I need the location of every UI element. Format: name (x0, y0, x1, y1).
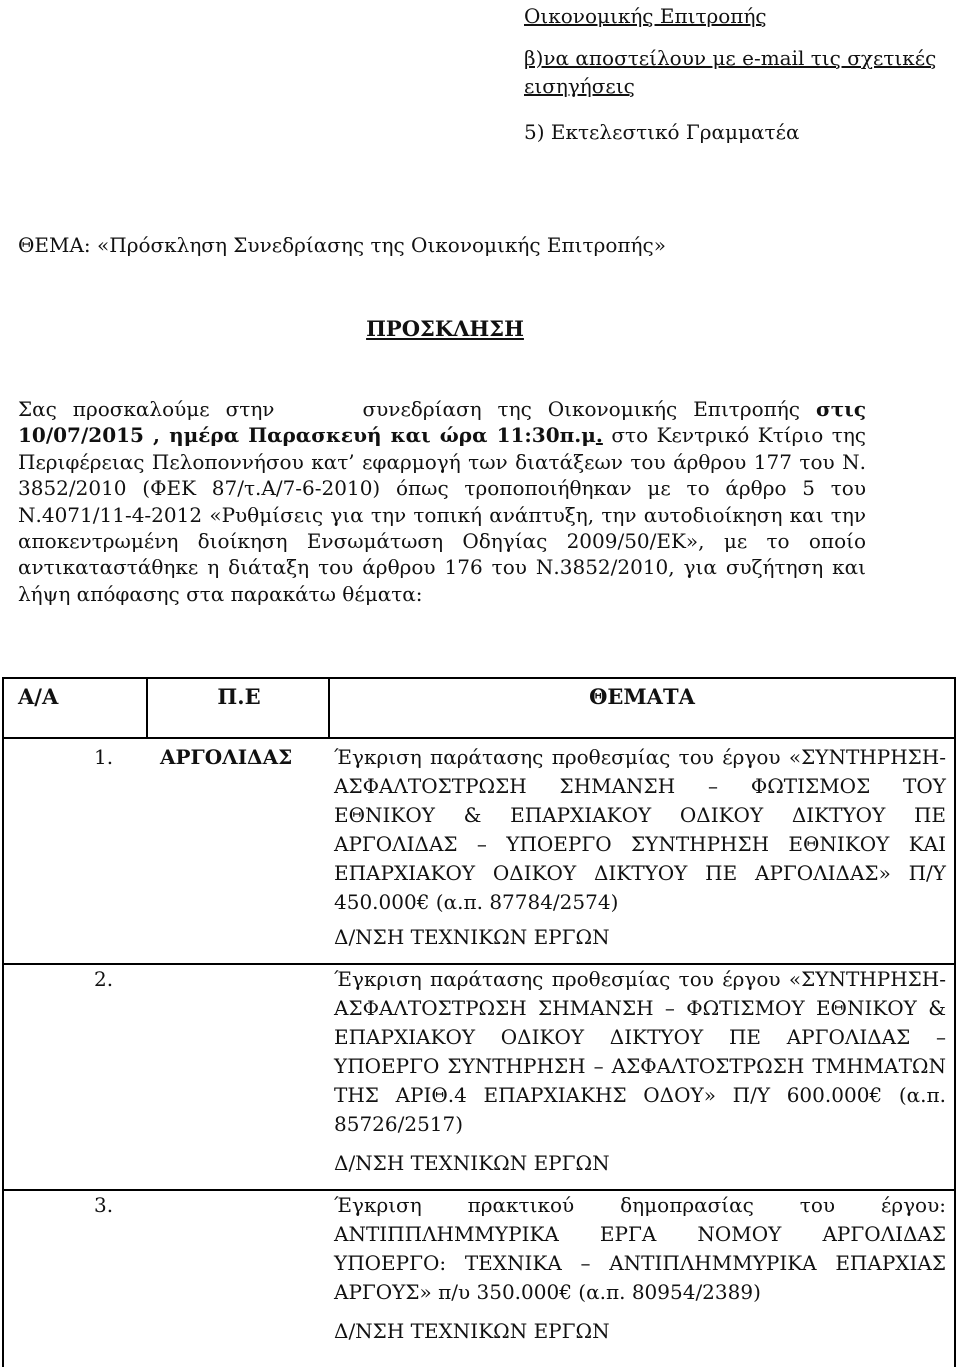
invitation-text-2: συνεδρίαση της Οικονομικής Επιτροπής (362, 397, 800, 421)
row-number: 1. (94, 745, 114, 769)
row-description: Έγκριση πρακτικού δημοπρασίας του έργου: ΑΝΤΙΠΠΛΗΜΜΥΡΙΚΑ ΕΡΓΑ ΝΟΜΟΥ ΑΡΓΟΛΙΔΑΣ ΥΠΟΕΡΓΟ: ΤΕΧΝΙΚΑ – ΑΝΤΙΠΛΗΜΜΥΡΙΚΑ ΕΠΑΡΧΙΑΣ ΑΡΓΟΥΣ» π/υ 350.000€ (α.π. 80954/2389) (334, 1193, 946, 1304)
row-number: 3. (94, 1193, 114, 1217)
agenda-table (2, 677, 956, 1367)
row-region: ΑΡΓΟΛΙΔΑΣ (160, 745, 293, 769)
row-description: Έγκριση παράτασης προθεσμίας του έργου «ΣΥΝΤΗΡΗΣΗ- ΑΣΦΑΛΤΟΣΤΡΩΣΗ ΣΗΜΑΝΣΗ – ΦΩΤΙΣΜΟΣ ΤΟΥ ΕΘΝΙΚΟΥ & ΕΠΑΡΧΙΑΚΟΥ ΟΔΙΚΟΥ ΔΙΚΤΥΟΥ ΠΕ ΑΡΓΟΛΙΔΑΣ – ΥΠΟΕΡΓΟ ΣΥΝΤΗΡΗΣΗ ΕΘΝΙΚΟΥ ΚΑΙ ΕΠΑΡΧΙΑΚΟΥ ΟΔΙΚΟΥ ΔΙΚΤΥΟΥ ΠΕ ΑΡΓΟΛΙΔΑΣ» Π/Υ 450.000€ (α.π. 87784/2574) (334, 745, 946, 914)
recipient-line-3: 5) Εκτελεστικό Γραμματέα (524, 120, 800, 144)
recipient-block (524, 2, 954, 146)
row-department: Δ/ΝΣΗ ΤΕΧΝΙΚΩΝ ΕΡΓΩΝ (334, 925, 610, 949)
row-department: Δ/ΝΣΗ ΤΕΧΝΙΚΩΝ ΕΡΓΩΝ (334, 1151, 610, 1175)
column-header-pe: Π.Ε (148, 679, 330, 739)
meeting-datetime: στις 10/07/2015 , ημέρα Παρασκευή και ώρα 11:30π.μ (18, 397, 867, 448)
row-number: 2. (94, 967, 114, 991)
invitation-text-3: στο Κεντρικό Κτίριο της Περιφέρειας Πελοποννήσου κατ’ εφαρμογή των διατάξεων του άρθρου 177 του Ν. 3852/2010 (ΦΕΚ 87/τ.Α/7-6-2010) όπως τροποποιήθηκαν με το άρθρο 5 του Ν.4071/11-4-2012 «Ρυθμίσεις για την τοπική ανάπτυξη, την αυτοδιοίκηση και την αποκεντρωμένη διοίκηση Ενσωμάτωση Οδηγίας 2009/50/ΕΚ», με το οποίο αντικαταστάθηκε η διάταξη του άρθρου 176 του Ν.3852/2010, για συζήτηση και λήψη απόφασης στα παρακάτω θέματα: (18, 423, 866, 606)
meeting-datetime-dot: . (595, 423, 603, 448)
column-header-themata: ΘΕΜΑΤΑ (330, 679, 954, 739)
invitation-paragraph (18, 396, 866, 607)
recipient-line-2: β)να αποστείλουν με e-mail τις σχετικές εισηγήσεις (524, 46, 937, 98)
page-title: ΠΡΟΣΚΛΗΣΗ (366, 316, 524, 341)
invitation-text-1: Σας προσκαλούμε στην (18, 397, 275, 421)
subject-line: ΘΕΜΑ: «Πρόσκληση Συνεδρίασης της Οικονομικής Επιτροπής» (18, 233, 666, 257)
row-description: Έγκριση παράτασης προθεσμίας του έργου «ΣΥΝΤΗΡΗΣΗ- ΑΣΦΑΛΤΟΣΤΡΩΣΗ ΣΗΜΑΝΣΗ – ΦΩΤΙΣΜΟΥ ΕΘΝΙΚΟΥ & ΕΠΑΡΧΙΑΚΟΥ ΟΔΙΚΟΥ ΔΙΚΤΥΟΥ ΠΕ ΑΡΓΟΛΙΔΑΣ – ΥΠΟΕΡΓΟ ΣΥΝΤΗΡΗΣΗ – ΑΣΦΑΛΤΟΣΤΡΩΣΗ ΤΜΗΜΑΤΩΝ ΤΗΣ ΑΡΙΘ.4 ΕΠΑΡΧΙΑΚΗΣ ΟΔΟΥ» Π/Υ 600.000€ (α.π. 85726/2517) (334, 967, 946, 1136)
recipient-line-1: Οικονομικής Επιτροπής (524, 4, 767, 28)
column-header-aa: Α/Α (4, 679, 148, 739)
row-department: Δ/ΝΣΗ ΤΕΧΝΙΚΩΝ ΕΡΓΩΝ (334, 1319, 610, 1343)
